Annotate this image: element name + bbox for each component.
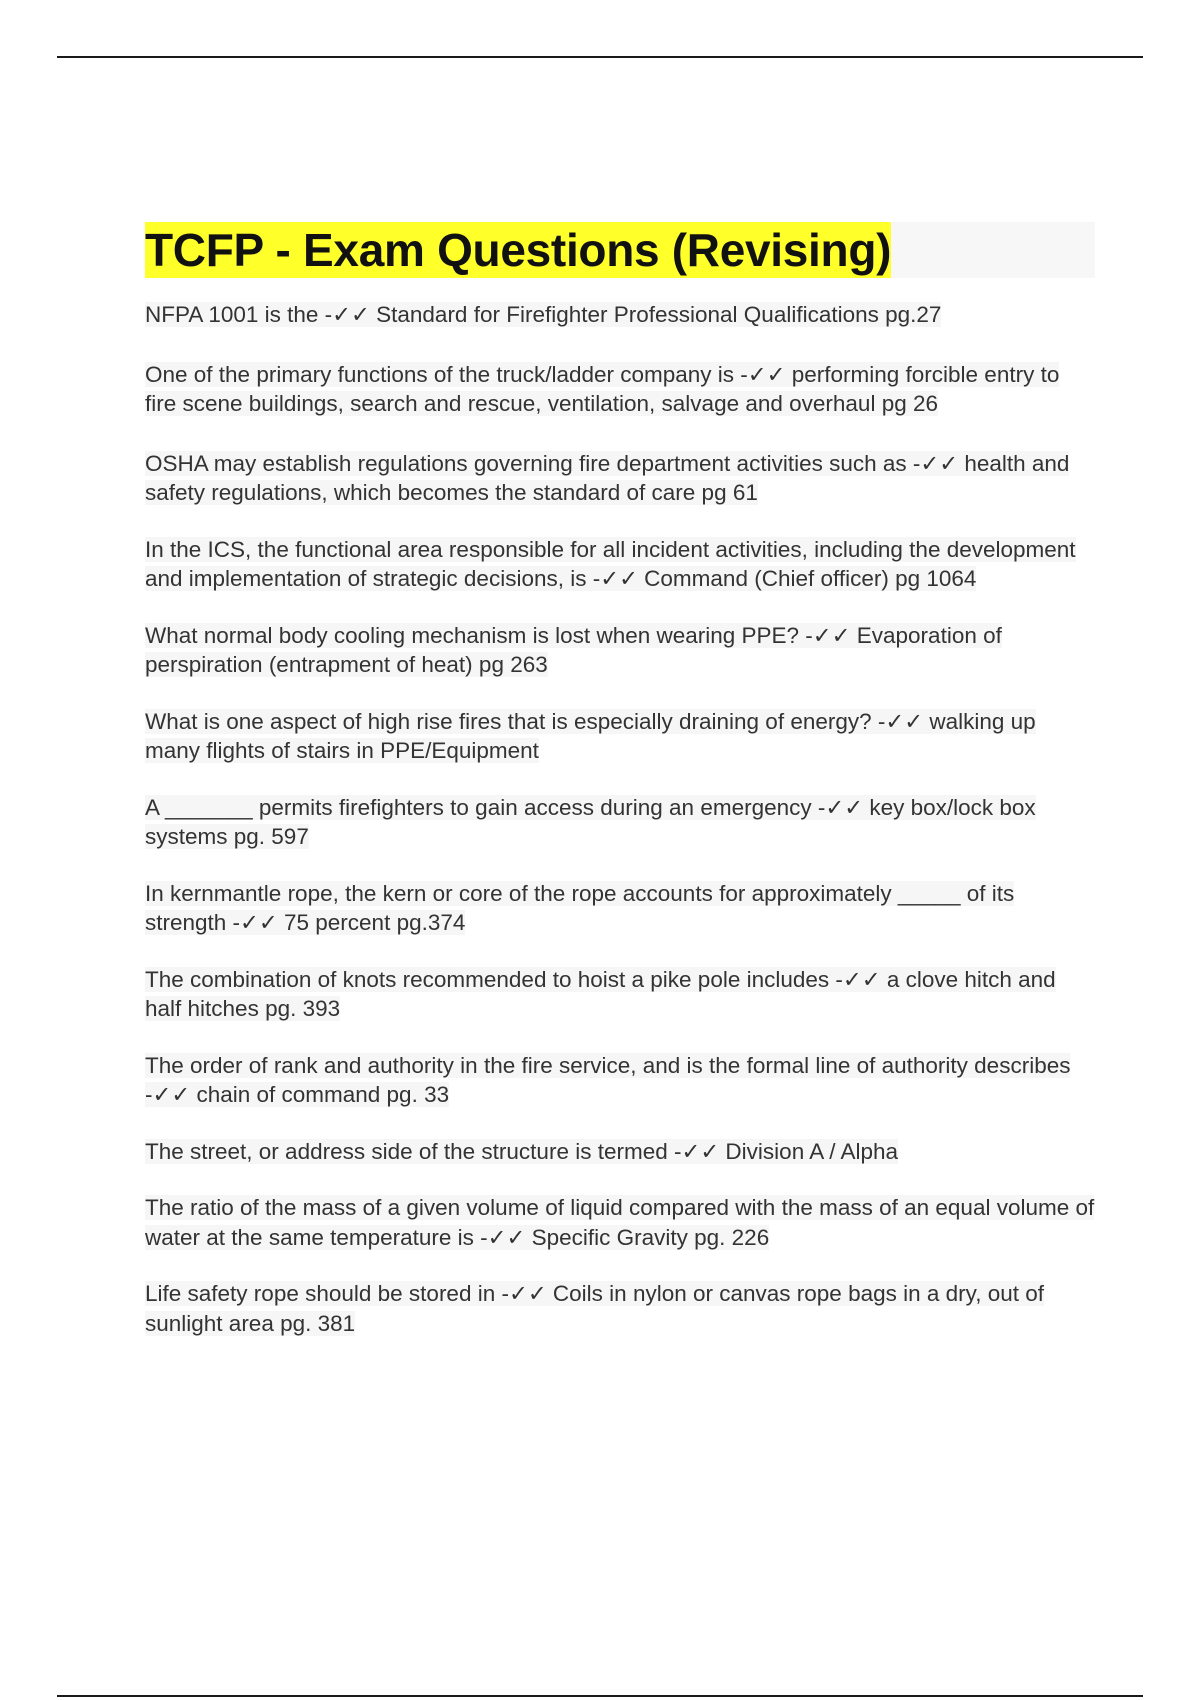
- question-item-8: [145, 879, 1095, 938]
- document-body: [145, 222, 1095, 1365]
- question-item-5: [145, 621, 1095, 680]
- question-text: In the ICS, the functional area responsible for all incident activities, including the development and implementation of strategic decisions, is -✓✓ Command (Chief officer) pg 1064: [145, 536, 1076, 591]
- question-text: The order of rank and authority in the fire service, and is the formal line of authority describes -✓✓ chain of command pg. 33: [145, 1052, 1071, 1107]
- question-text: The ratio of the mass of a given volume of liquid compared with the mass of an equal volume of water at the same temperature is -✓✓ Specific Gravity pg. 226: [145, 1195, 1095, 1250]
- question-text: The street, or address side of the structure is termed -✓✓ Division A / Alpha: [145, 1138, 899, 1164]
- question-text: Life safety rope should be stored in -✓✓ Coils in nylon or canvas rope bags in a dry, out of sunlight area pg. 381: [145, 1281, 1045, 1336]
- question-item-3: [145, 449, 1095, 508]
- question-text: A _______ permits firefighters to gain access during an emergency -✓✓ key box/lock box systems pg. 597: [145, 794, 1036, 849]
- question-text: One of the primary functions of the truck/ladder company is -✓✓ performing forcible entry to fire scene buildings, search and rescue, ventilation, salvage and overhaul pg 26: [145, 361, 1060, 416]
- bottom-divider: [57, 1695, 1143, 1697]
- question-text: What is one aspect of high rise fires that is especially draining of energy? -✓✓ walking up many flights of stairs in PPE/Equipment: [145, 708, 1036, 763]
- question-text: The combination of knots recommended to hoist a pike pole includes -✓✓ a clove hitch and half hitches pg. 393: [145, 966, 1056, 1021]
- question-text: What normal body cooling mechanism is lost when wearing PPE? -✓✓ Evaporation of perspiration (entrapment of heat) pg 263: [145, 622, 1002, 677]
- question-item-7: [145, 793, 1095, 852]
- question-list: [145, 300, 1095, 1338]
- title-bar: [145, 222, 1095, 278]
- question-item-1: [145, 300, 1095, 330]
- question-item-12: [145, 1193, 1095, 1252]
- question-item-13: [145, 1279, 1095, 1338]
- question-text: OSHA may establish regulations governing fire department activities such as -✓✓ health and safety regulations, which becomes the standard of care pg 61: [145, 450, 1070, 505]
- question-item-10: [145, 1051, 1095, 1110]
- question-item-2: [145, 360, 1095, 419]
- question-item-11: [145, 1137, 1095, 1167]
- document-title: TCFP - Exam Questions (Revising): [145, 224, 892, 276]
- question-item-9: [145, 965, 1095, 1024]
- question-item-6: [145, 707, 1095, 766]
- question-item-4: [145, 535, 1095, 594]
- question-text: In kernmantle rope, the kern or core of the rope accounts for approximately _____ of its strength -✓✓ 75 percent pg.374: [145, 880, 1015, 935]
- question-text: NFPA 1001 is the -✓✓ Standard for Firefighter Professional Qualifications pg.27: [145, 302, 942, 327]
- top-divider: [57, 56, 1143, 58]
